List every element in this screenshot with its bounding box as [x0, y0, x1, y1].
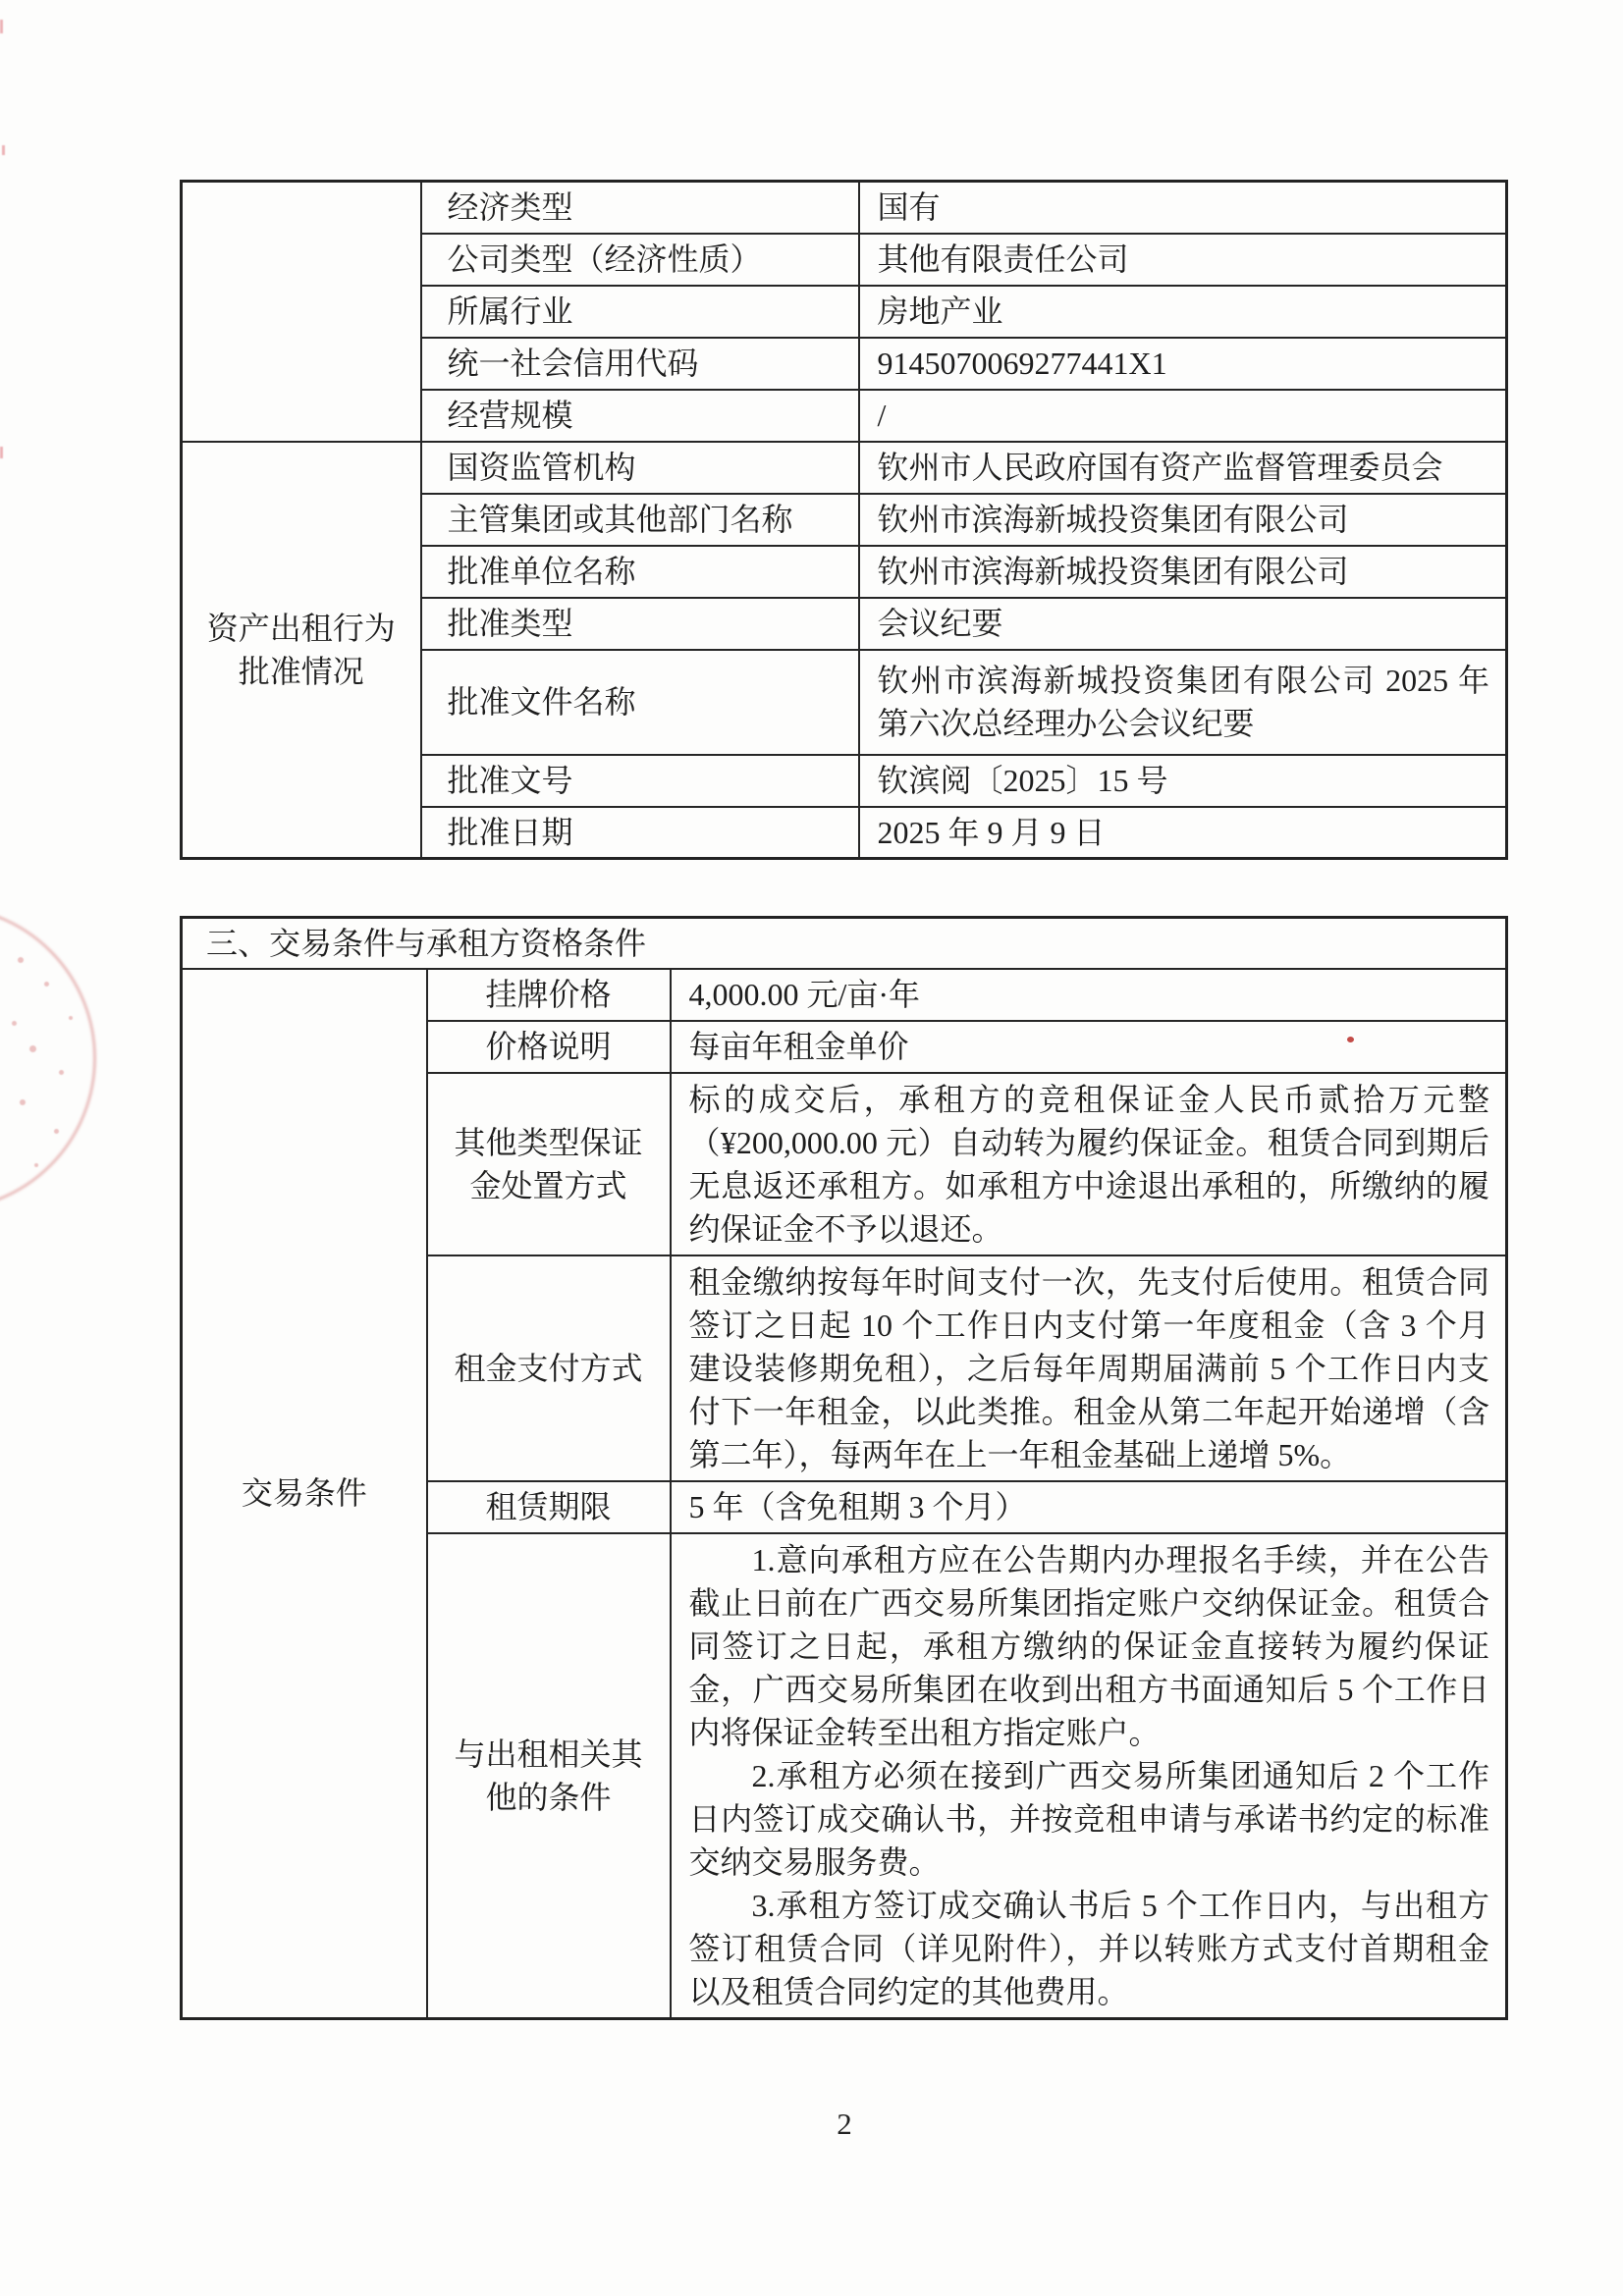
- field-label: 国资监管机构: [421, 442, 859, 494]
- field-label: 价格说明: [427, 1021, 671, 1073]
- section-label-conditions: 交易条件: [182, 969, 427, 2019]
- field-label: 所属行业: [421, 286, 859, 338]
- field-label: 租金支付方式: [427, 1255, 671, 1481]
- field-value: [671, 1533, 1507, 2019]
- field-value: 会议纪要: [859, 598, 1507, 650]
- field-label: 经济类型: [421, 182, 859, 234]
- seal-speckle: [44, 982, 49, 987]
- field-label: 批准文件名称: [421, 650, 859, 755]
- seal-speckle: [54, 1129, 59, 1134]
- seal-speckle: [34, 1163, 38, 1167]
- field-value: 房地产业: [859, 286, 1507, 338]
- field-value: 钦州市滨海新城投资集团有限公司: [859, 494, 1507, 546]
- page-number: 2: [837, 2107, 852, 2141]
- field-label: 挂牌价格: [427, 969, 671, 1021]
- field-value: 9145070069277441X1: [859, 338, 1507, 390]
- condition-paragraph: 2.承租方必须在接到广西交易所集团通知后 2 个工作日内签订成交确认书，并按竞租申请与承诺书约定的标准交纳交易服务费。: [688, 1757, 1489, 1880]
- table-row: [182, 442, 1507, 494]
- seal-speckle: [18, 957, 24, 963]
- field-label: 公司类型（经济性质）: [421, 234, 859, 286]
- table1-left-cell-empty: [182, 182, 421, 442]
- field-label: 主管集团或其他部门名称: [421, 494, 859, 546]
- seal-speckle: [20, 1099, 26, 1105]
- field-label: 批准文号: [421, 755, 859, 807]
- field-value: 钦州市滨海新城投资集团有限公司 2025 年第六次总经理办公会议纪要: [859, 650, 1507, 755]
- seal-speckle: [12, 1021, 17, 1026]
- field-label: 批准类型: [421, 598, 859, 650]
- field-value: 租金缴纳按每年时间支付一次，先支付后使用。租赁合同签订之日起 10 个工作日内支付第一年度租金（含 3 个月建设装修期免租），之后每年周期届满前 5 个工作日内支付下一年租金，以此类推。租金从第二年起开始递增（含第二年），每两年在上一年租金基础上递增 5%。: [671, 1255, 1507, 1481]
- condition-paragraph: 1.意向承租方应在公告期内办理报名手续，并在公告截止日前在广西交易所集团指定账户交纳保证金。租赁合同签订之日起，承租方缴纳的保证金直接转为履约保证金，广西交易所集团在收到出租方书面通知后 5 个工作日内将保证金转至出租方指定账户。: [688, 1541, 1489, 1750]
- field-value: 5 年（含免租期 3 个月）: [671, 1481, 1507, 1533]
- entity-approval-table: [180, 180, 1508, 860]
- red-seal-arc: [0, 905, 96, 1211]
- field-label: 批准单位名称: [421, 546, 859, 598]
- field-label: 批准日期: [421, 807, 859, 859]
- seal-speckle: [69, 1016, 73, 1020]
- field-value: /: [859, 390, 1507, 442]
- field-value: 其他有限责任公司: [859, 234, 1507, 286]
- field-value: 钦州市人民政府国有资产监督管理委员会: [859, 442, 1507, 494]
- table-row: [182, 969, 1507, 1021]
- scan-artifact: [0, 20, 3, 33]
- field-value: 4,000.00 元/亩·年: [671, 969, 1507, 1021]
- table-row: [182, 182, 1507, 234]
- field-label: 租赁期限: [427, 1481, 671, 1533]
- seal-speckle: [59, 1070, 64, 1075]
- field-label: 经营规模: [421, 390, 859, 442]
- field-value: 标的成交后，承租方的竞租保证金人民币贰拾万元整（¥200,000.00 元）自动转为履约保证金。租赁合同到期后无息返还承租方。如承租方中途退出承租的，所缴纳的履约保证金不予以退还。: [671, 1073, 1507, 1255]
- section-label-approval: 资产出租行为批准情况: [182, 442, 421, 859]
- table-row: [182, 918, 1507, 969]
- seal-speckle: [29, 1045, 36, 1052]
- transaction-conditions-table: [180, 916, 1508, 2020]
- field-value: 钦州市滨海新城投资集团有限公司: [859, 546, 1507, 598]
- field-value: 国有: [859, 182, 1507, 234]
- scan-artifact: [2, 145, 5, 155]
- scan-artifact: [0, 447, 3, 458]
- condition-paragraph: 3.承租方签订成交确认书后 5 个工作日内，与出租方签订租赁合同（详见附件），并以转账方式支付首期租金以及租赁合同约定的其他费用。: [688, 1887, 1489, 2009]
- field-value: 钦滨阅〔2025〕15 号: [859, 755, 1507, 807]
- field-label: 与出租相关其他的条件: [427, 1533, 671, 2019]
- field-value: 2025 年 9 月 9 日: [859, 807, 1507, 859]
- field-label: 其他类型保证金处置方式: [427, 1073, 671, 1255]
- section-title: 三、交易条件与承租方资格条件: [182, 918, 1507, 969]
- field-value: 每亩年租金单价: [671, 1021, 1507, 1073]
- field-label: 统一社会信用代码: [421, 338, 859, 390]
